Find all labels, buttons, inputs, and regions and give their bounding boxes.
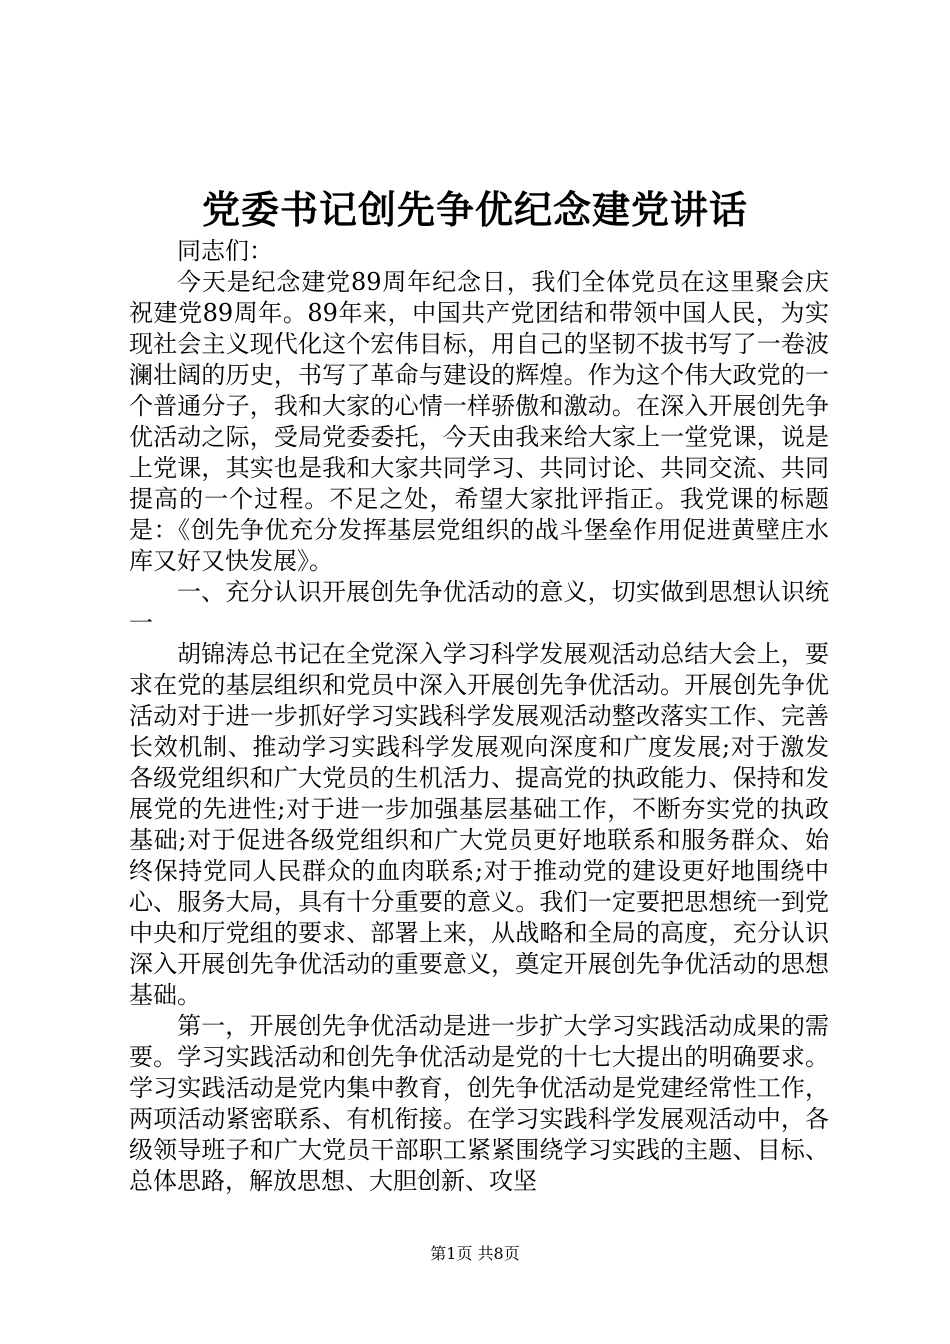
section-heading: 一、充分认识开展创先争优活动的意义，切实做到思想认识统一 [129,578,829,637]
body-paragraph: 第一，开展创先争优活动是进一步扩大学习实践活动成果的需要。学习实践活动和创先争优活动是党的十七大提出的明确要求。学习实践活动是党内集中教育，创先争优活动是党建经常性工作，两项活动紧密联系、有机衔接。在学习实践科学发展观活动中，各级领导班子和广大党员干部职工紧紧围绕学习实践的主题、目标、总体思路，解放思想、大胆创新、攻坚 [129,1012,829,1195]
document-title: 党委书记创先争优纪念建党讲话 [201,187,748,232]
salutation-paragraph: 同志们： [177,237,273,265]
page-number-footer: 第1页 共8页 [430,1244,520,1263]
document-body [129,236,829,1197]
body-paragraph: 胡锦涛总书记在全党深入学习科学发展观活动总结大会上，要求在党的基层组织和党员中深入开展创先争优活动。开展创先争优活动对于进一步抓好学习实践科学发展观活动整改落实工作、完善长效机制、推动学习实践科学发展观向深度和广度发展;对于激发各级党组织和广大党员的生机活力、提高党的执政能力、保持和发展党的先进性;对于进一步加强基层基础工作，不断夯实党的执政基础;对于促进各级党组织和广大党员更好地联系和服务群众、始终保持党同人民群众的血肉联系;对于推动党的建设更好地围绕中心、服务大局，具有十分重要的意义。我们一定要把思想统一到党中央和厅党组的要求、部署上来，从战略和全局的高度，充分认识深入开展创先争优活动的重要意义，奠定开展创先争优活动的思想基础。 [129,640,829,1009]
body-paragraph: 今天是纪念建党89周年纪念日，我们全体党员在这里聚会庆祝建党89周年。89年来，中国共产党团结和带领中国人民，为实现社会主义现代化这个宏伟目标，用自己的坚韧不拔书写了一卷波澜壮阔的历史，书写了革命与建设的辉煌。作为这个伟大政党的一个普通分子，我和大家的心情一样骄傲和激动。在深入开展创先争优活动之际，受局党委委托，今天由我来给大家上一堂党课，说是上党课，其实也是我和大家共同学习、共同讨论、共同交流、共同提高的一个过程。不足之处，希望大家批评指正。我党课的标题是：《创先争优充分发挥基层党组织的战斗堡垒作用促进黄壁庄水库又好又快发展》。 [129,268,829,575]
